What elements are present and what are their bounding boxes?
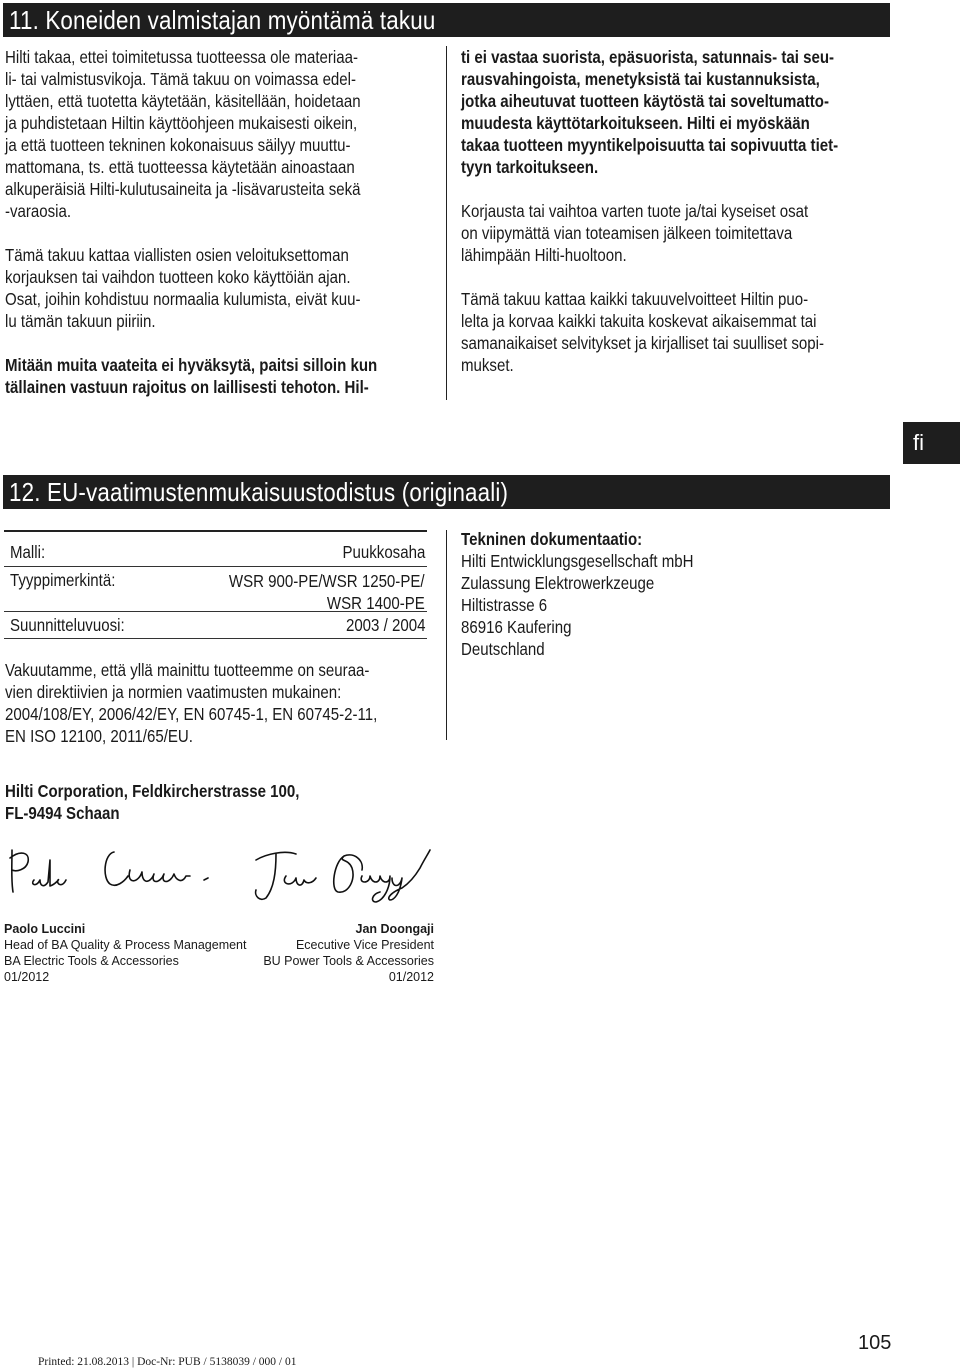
- warranty-paragraph-5: [461, 288, 891, 376]
- warranty-text-line: takaa tuotteen myyntikelpoisuutta tai sopivuutta tiet-: [461, 135, 839, 155]
- warranty-text-line: Tämä takuu kattaa kaikki takuuvelvoitteet Hiltin puo-: [461, 289, 809, 309]
- signatory-left-name: Paolo Luccini: [4, 922, 86, 936]
- warranty-paragraph-4: [461, 200, 891, 266]
- tech-doc-text-line: Deutschland: [461, 639, 545, 659]
- signatory-left-date: 01/2012: [4, 970, 50, 984]
- warranty-text-line: lu tämän takuun piiriin.: [5, 311, 156, 331]
- warranty-text-line: ja että tuotteen tekninen kokonaisuus säilyy muuttu-: [5, 135, 351, 155]
- column-divider: [446, 46, 447, 400]
- print-footer: Printed: 21.08.2013 | Doc-Nr: PUB / 5138039 / 000 / 01: [38, 1356, 297, 1368]
- warranty-text-line: Mitään muita vaateita ei hyväksytä, paitsi silloin kun: [5, 355, 378, 375]
- declaration-text-line: Vakuutamme, että yllä mainittu tuotteemme on seuraa-: [5, 660, 370, 680]
- signatory-right: [234, 921, 434, 985]
- warranty-text-line: Korjausta tai vaihtoa varten tuote ja/tai kyseiset osat: [461, 201, 809, 221]
- company-text-line: FL-9494 Schaan: [5, 803, 120, 823]
- table-row-year: [4, 612, 427, 639]
- tech-doc-text-line: Hilti Entwicklungsgesellschaft mbH: [461, 551, 694, 571]
- company-text-line: Hilti Corporation, Feldkircherstrasse 100,: [5, 781, 300, 801]
- section-11-right-column: [461, 46, 891, 376]
- signatory-left: [4, 921, 247, 985]
- technical-documentation: [461, 528, 891, 660]
- warranty-text-line: alkuperäisiä Hilti-kulutusaineita ja -lisävarusteita sekä: [5, 179, 361, 199]
- warranty-text-line: jotka aiheutuvat tuotteen käytöstä tai soveltumatto-: [461, 91, 829, 111]
- warranty-text-line: lelta ja korvaa kaikki takuita koskevat aikaisemmat tai: [461, 311, 817, 331]
- section-12-title: 12. EU-vaatimustenmukaisuustodistus (originaali): [9, 477, 509, 507]
- section-11-left-column: [5, 46, 435, 398]
- tech-doc-text-line: Zulassung Elektrowerkzeuge: [461, 573, 655, 593]
- column-divider-2: [446, 530, 447, 740]
- warranty-text-line: ti ei vastaa suorista, epäsuorista, satunnais- tai seu-: [461, 47, 835, 67]
- type-value-line-1: WSR 900-PE/WSR 1250-PE/: [229, 571, 425, 591]
- section-12-header: [3, 475, 890, 509]
- company-address: [5, 780, 445, 824]
- tech-doc-text-line: 86916 Kaufering: [461, 617, 572, 637]
- warranty-paragraph-1: [5, 46, 435, 222]
- language-tab: fi: [903, 422, 960, 464]
- tech-doc-address: [461, 550, 891, 660]
- year-value: 2003 / 2004: [345, 615, 425, 635]
- table-row-type: [4, 567, 427, 612]
- warranty-text-line: lyttäen, että tuotetta käytetään, käsitellään, hoidetaan: [5, 91, 361, 111]
- warranty-text-line: mattomana, ts. että tuotteessa käytetään ainoastaan: [5, 157, 355, 177]
- declaration-paragraph: [5, 659, 445, 747]
- declaration-table: [4, 530, 427, 639]
- section-11-title: 11. Koneiden valmistajan myöntämä takuu: [9, 5, 436, 35]
- signatory-right-role: Ececutive Vice President: [295, 938, 434, 952]
- warranty-text-line: rausvahingoista, menetyksistä tai kustannuksista,: [461, 69, 820, 89]
- model-value: Puukkosaha: [342, 542, 425, 562]
- warranty-text-line: -varaosia.: [5, 201, 72, 221]
- signatory-right-unit: BU Power Tools & Accessories: [263, 954, 434, 968]
- warranty-text-line: tyyn tarkoitukseen.: [461, 157, 599, 177]
- warranty-text-line: korjauksen tai vaihdon tuotteen koko käyttöiän ajan.: [5, 267, 351, 287]
- table-row-model: [4, 532, 427, 567]
- warranty-text-line: mukset.: [461, 355, 514, 375]
- warranty-text-line: on viipymättä vian toteamisen jälkeen toimitettava: [461, 223, 793, 243]
- warranty-paragraph-3: [5, 354, 435, 398]
- warranty-text-line: Osat, joihin kohdistuu normaalia kulumista, eivät kuu-: [5, 289, 361, 309]
- warranty-text-line: Hilti takaa, ettei toimitetussa tuotteessa ole materiaa-: [5, 47, 359, 67]
- warranty-text-line: tällainen vastuun rajoitus on laillisesti tehoton. Hil-: [5, 377, 369, 397]
- declaration-text-line: vien direktiivien ja normien vaatimusten mukainen:: [5, 682, 342, 702]
- signatory-left-role: Head of BA Quality & Process Management: [4, 938, 247, 952]
- signatory-right-name: Jan Doongaji: [355, 922, 434, 936]
- warranty-text-line: ja puhdistetaan Hiltin käyttöohjeen mukaisesti oikein,: [5, 113, 358, 133]
- tech-doc-title: Tekninen dokumentaatio:: [461, 529, 643, 549]
- type-label: Tyyppimerkintä:: [10, 570, 116, 590]
- year-label: Suunnitteluvuosi:: [10, 615, 125, 635]
- page-number: 105: [858, 1332, 892, 1354]
- declaration-text-line: 2004/108/EY, 2006/42/EY, EN 60745-1, EN 60745-2-11,: [5, 704, 378, 724]
- warranty-paragraph-3-continued: [461, 46, 891, 178]
- warranty-paragraph-2: [5, 244, 435, 332]
- warranty-text-line: muudesta käyttötarkoitukseen. Hilti ei myöskään: [461, 113, 810, 133]
- signatory-right-date: 01/2012: [388, 970, 434, 984]
- section-11-header: [3, 3, 890, 37]
- warranty-text-line: li- tai valmistusvikoja. Tämä takuu on voimassa edel-: [5, 69, 357, 89]
- type-value-line-2: WSR 1400-PE: [327, 593, 425, 613]
- declaration-text-line: EN ISO 12100, 2011/65/EU.: [5, 726, 193, 746]
- signatory-left-unit: BA Electric Tools & Accessories: [4, 954, 179, 968]
- warranty-text-line: Tämä takuu kattaa viallisten osien veloituksettoman: [5, 245, 349, 265]
- signatures-image: [4, 840, 434, 906]
- warranty-text-line: lähimpään Hilti-huoltoon.: [461, 245, 627, 265]
- model-label: Malli:: [10, 542, 46, 562]
- tech-doc-text-line: Hiltistrasse 6: [461, 595, 548, 615]
- warranty-text-line: samanaikaiset selvitykset ja kirjalliset tai suulliset sopi-: [461, 333, 825, 353]
